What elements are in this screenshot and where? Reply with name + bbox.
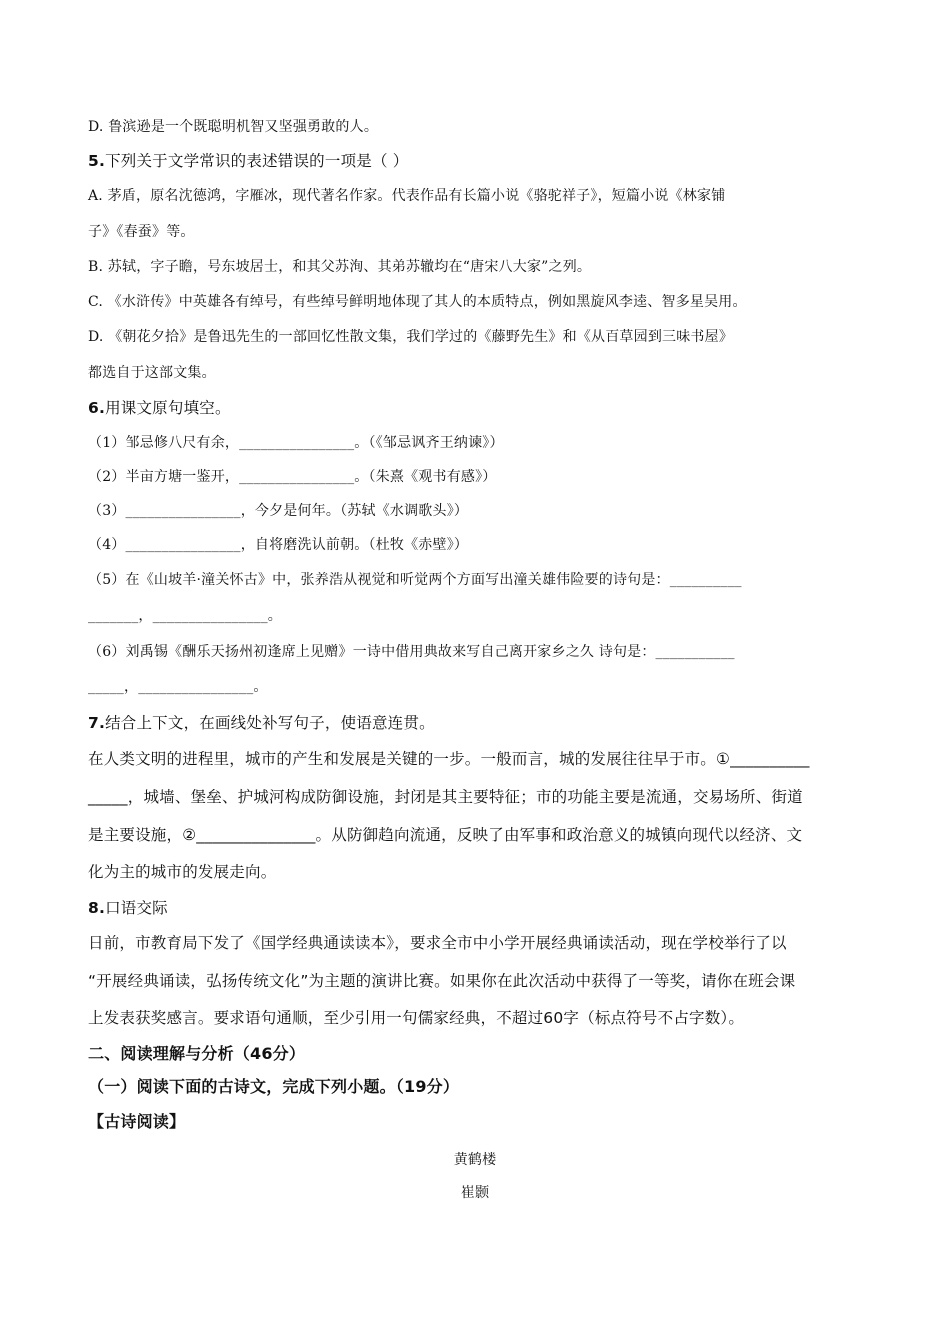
q4-option-d: D. 鲁滨逊是一个既聪明机智又坚强勇敢的人。 <box>88 119 379 135</box>
q6-item-5-cont: _______，________________。 <box>88 608 282 624</box>
question-text: 下列关于文学常识的表述错误的一项是（ ） <box>105 152 409 170</box>
q5-option-d: D. 《朝花夕拾》是鲁迅先生的一部回忆性散文集，我们学过的《藤野先生》和《从百草园到三味书屋》 <box>88 329 734 345</box>
q6-item-1: （1）邹忌修八尺有余，________________。（《邹忌讽齐王纳谏》） <box>88 435 504 451</box>
section-heading: 二、阅读理解与分析（46分） <box>88 1044 306 1063</box>
q8-passage-2: “开展经典诵读，弘扬传统文化”为主题的演讲比赛。如果你在此次活动中获得了一等奖，请你在班会课 <box>88 972 796 990</box>
question-5 <box>88 151 409 171</box>
q6-item-2: （2）半亩方塘一鉴开，________________。（朱熹《观书有感》） <box>88 469 497 485</box>
poem-author: 崔颢 <box>460 1185 490 1201</box>
question-7 <box>88 713 435 733</box>
question-8 <box>88 898 168 918</box>
question-text: 用课文原句填空。 <box>105 399 231 417</box>
q7-passage-4: 化为主的城市的发展走向。 <box>88 863 277 881</box>
question-number: 5. <box>88 152 106 170</box>
question-6 <box>88 398 231 418</box>
question-text: 口语交际 <box>105 899 168 917</box>
poem-title: 黄鹤楼 <box>453 1152 497 1168</box>
q7-passage-2: _____，城墙、堡垒、护城河构成防御设施，封闭是其主要特征；市的功能主要是流通，交易场所、街道 <box>88 788 803 806</box>
question-number: 8. <box>88 899 106 917</box>
question-number: 6. <box>88 399 106 417</box>
q6-item-5: （5）在《山坡羊·潼关怀古》中，张养浩从视觉和听觉两个方面写出潼关雄伟险要的诗句是：__________ <box>88 572 742 588</box>
q8-passage-1: 日前，市教育局下发了《国学经典通读读本》，要求全市中小学开展经典诵读活动，现在学校举行了以 <box>88 934 787 952</box>
q5-option-a: A. 茅盾，原名沈德鸿，字雁冰，现代著名作家。代表作品有长篇小说《骆驼祥子》，短篇小说《林家铺 <box>88 188 726 204</box>
q5-option-a-cont: 子》《春蚕》等。 <box>88 224 195 240</box>
q6-item-3: （3）________________，今夕是何年。（苏轼《水调歌头》） <box>88 503 469 519</box>
q6-item-4: （4）________________，自将磨洗认前朝。（杜牧《赤壁》） <box>88 537 469 553</box>
q7-passage-3: 是主要设施，②_______________。从防御趋向流通，反映了由军事和政治意义的城镇向现代以经济、文 <box>88 826 803 844</box>
subsection-heading: （一）阅读下面的古诗文，完成下列小题。（19分） <box>88 1077 460 1096</box>
q6-item-6-cont: _____，________________。 <box>88 679 268 695</box>
q6-item-6: （6）刘禹锡《酬乐天扬州初逢席上见赠》一诗中借用典故来写自己离开家乡之久 诗句是：___________ <box>88 644 735 660</box>
q5-option-d-cont: 都选自于这部文集。 <box>88 365 216 381</box>
q5-option-c: C. 《水浒传》中英雄各有绰号，有些绰号鲜明地体现了其人的本质特点，例如黑旋风李逵、智多星吴用。 <box>88 294 747 310</box>
q5-option-b: B. 苏轼，字子瞻，号东坡居士，和其父苏洵、其弟苏辙均在“唐宋八大家”之列。 <box>88 259 592 275</box>
q7-passage-1: 在人类文明的进程里，城市的产生和发展是关键的一步。一般而言，城的发展往往早于市。①__________ <box>88 750 810 768</box>
q8-passage-3: 上发表获奖感言。要求语句通顺，至少引用一句儒家经典，不超过60字（标点符号不占字数）。 <box>88 1009 745 1027</box>
question-text: 结合上下文，在画线处补写句子，使语意连贯。 <box>105 714 435 732</box>
part-heading: 【古诗阅读】 <box>88 1112 186 1131</box>
question-number: 7. <box>88 714 106 732</box>
